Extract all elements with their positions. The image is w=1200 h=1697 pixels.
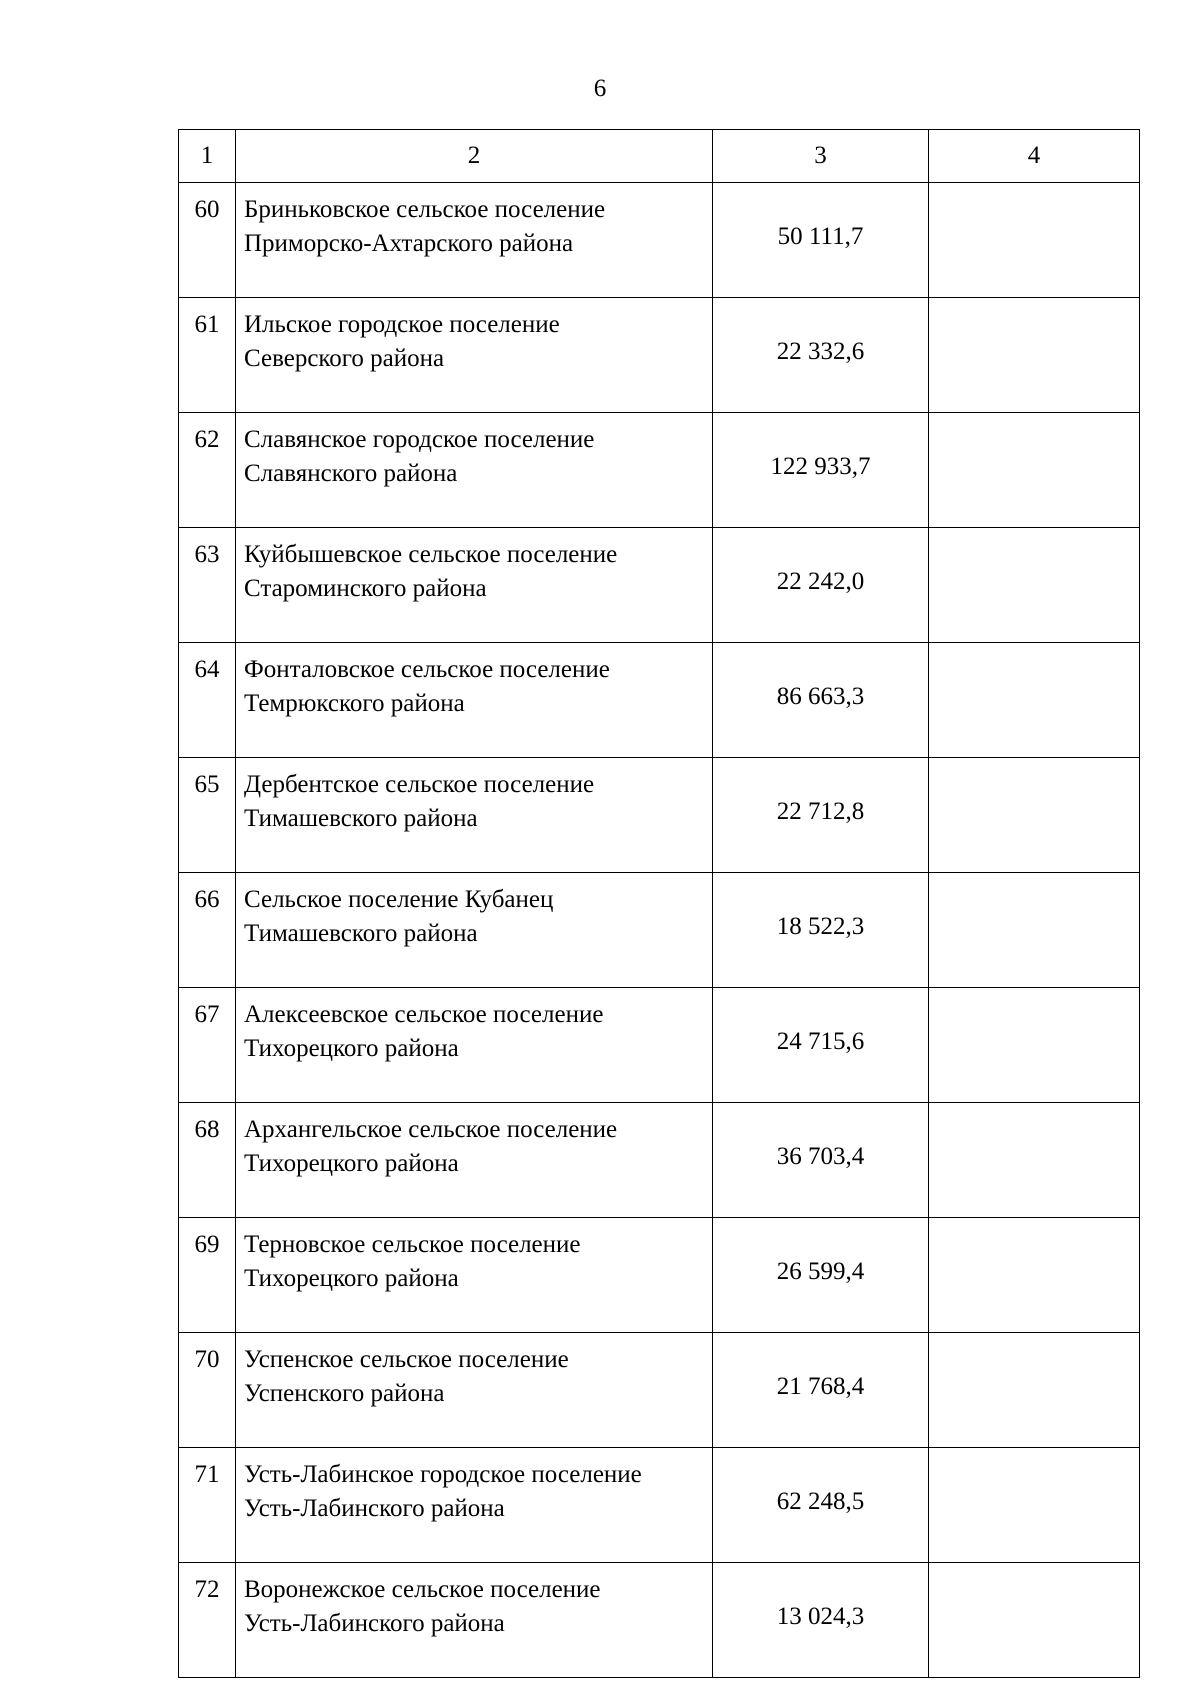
column-header-4: 4: [929, 130, 1140, 183]
settlement-name-line: Терновское сельское поселение: [244, 1231, 581, 1258]
settlement-name-line: Успенское сельское поселение: [244, 1346, 569, 1373]
settlement-name-line: Славянское городское поселение: [244, 426, 595, 453]
column-header-3: 3: [713, 130, 929, 183]
page-number: 6: [593, 75, 607, 102]
table-row: [179, 1103, 1140, 1218]
table-row: [179, 1333, 1140, 1448]
settlement-name-line: Сельское поселение Кубанец: [244, 886, 554, 913]
district-name-line: Приморско-Ахтарского района: [244, 230, 574, 257]
settlement-name: [236, 1563, 713, 1678]
row-number: 66: [179, 873, 236, 988]
amount-cell: 18 522,3: [713, 873, 929, 988]
amount-cell: 22 712,8: [713, 758, 929, 873]
district-name-line: Славянского района: [244, 460, 458, 487]
settlement-name-line: Ильское городское поселение: [244, 311, 560, 338]
amount-cell: 86 663,3: [713, 643, 929, 758]
settlement-name-line: Фонталовское сельское поселение: [244, 656, 610, 683]
settlement-name: [236, 758, 713, 873]
table-row: [179, 1563, 1140, 1678]
settlement-name: [236, 643, 713, 758]
settlement-name: [236, 528, 713, 643]
district-name-line: Северского района: [244, 345, 445, 372]
settlement-name-line: Архангельское сельское поселение: [244, 1116, 618, 1143]
amount-cell: 22 332,6: [713, 298, 929, 413]
table-row: [179, 298, 1140, 413]
district-name-line: Усть-Лабинского района: [244, 1495, 505, 1522]
table-header-row: [179, 130, 1140, 183]
amount-cell: 13 024,3: [713, 1563, 929, 1678]
column-4-cell: [929, 1103, 1140, 1218]
district-name-line: Тихорецкого района: [244, 1150, 459, 1177]
settlement-name: [236, 1218, 713, 1333]
column-header-1: 1: [179, 130, 236, 183]
column-4-cell: [929, 298, 1140, 413]
table-row: [179, 873, 1140, 988]
amount-cell: 21 768,4: [713, 1333, 929, 1448]
column-4-cell: [929, 1448, 1140, 1563]
amount-cell: 122 933,7: [713, 413, 929, 528]
row-number: 61: [179, 298, 236, 413]
column-4-cell: [929, 1218, 1140, 1333]
table-row: [179, 758, 1140, 873]
settlement-name: [236, 1333, 713, 1448]
settlement-name-line: Дербентское сельское поселение: [244, 771, 595, 798]
row-number: 71: [179, 1448, 236, 1563]
settlement-name: [236, 873, 713, 988]
row-number: 63: [179, 528, 236, 643]
district-name-line: Тихорецкого района: [244, 1265, 459, 1292]
row-number: 62: [179, 413, 236, 528]
settlement-name: [236, 298, 713, 413]
amount-cell: 22 242,0: [713, 528, 929, 643]
table-row: [179, 1448, 1140, 1563]
column-4-cell: [929, 643, 1140, 758]
column-4-cell: [929, 988, 1140, 1103]
table-row: [179, 413, 1140, 528]
row-number: 72: [179, 1563, 236, 1678]
settlement-name-line: Алексеевское сельское поселение: [244, 1001, 604, 1028]
district-name-line: Тимашевского района: [244, 805, 478, 832]
district-name-line: Темрюкского района: [244, 690, 465, 717]
district-name-line: Тимашевского района: [244, 920, 478, 947]
row-number: 70: [179, 1333, 236, 1448]
row-number: 64: [179, 643, 236, 758]
settlement-name-line: Куйбышевское сельское поселение: [244, 541, 618, 568]
row-number: 68: [179, 1103, 236, 1218]
table-row: [179, 1218, 1140, 1333]
column-4-cell: [929, 873, 1140, 988]
amount-cell: 36 703,4: [713, 1103, 929, 1218]
settlement-name-line: Усть-Лабинское городское поселение: [244, 1461, 642, 1488]
table-body: [179, 183, 1140, 1678]
table-row: [179, 183, 1140, 298]
settlement-name-line: Бриньковское сельское поселение: [244, 196, 606, 223]
table-row: [179, 643, 1140, 758]
settlement-name: [236, 413, 713, 528]
settlement-name: [236, 1103, 713, 1218]
table-row: [179, 528, 1140, 643]
amount-cell: 26 599,4: [713, 1218, 929, 1333]
row-number: 65: [179, 758, 236, 873]
column-4-cell: [929, 413, 1140, 528]
row-number: 69: [179, 1218, 236, 1333]
amount-cell: 50 111,7: [713, 183, 929, 298]
settlement-name: [236, 988, 713, 1103]
allocation-table: [178, 129, 1140, 1678]
row-number: 67: [179, 988, 236, 1103]
district-name-line: Успенского района: [244, 1380, 445, 1407]
district-name-line: Тихорецкого района: [244, 1035, 459, 1062]
table-row: [179, 988, 1140, 1103]
column-4-cell: [929, 1563, 1140, 1678]
district-name-line: Усть-Лабинского района: [244, 1610, 505, 1637]
column-4-cell: [929, 528, 1140, 643]
column-4-cell: [929, 183, 1140, 298]
district-name-line: Староминского района: [244, 575, 487, 602]
settlement-name: [236, 1448, 713, 1563]
row-number: 60: [179, 183, 236, 298]
amount-cell: 62 248,5: [713, 1448, 929, 1563]
settlement-name-line: Воронежское сельское поселение: [244, 1576, 601, 1603]
column-4-cell: [929, 758, 1140, 873]
column-header-2: 2: [236, 130, 713, 183]
column-4-cell: [929, 1333, 1140, 1448]
amount-cell: 24 715,6: [713, 988, 929, 1103]
settlement-name: [236, 183, 713, 298]
